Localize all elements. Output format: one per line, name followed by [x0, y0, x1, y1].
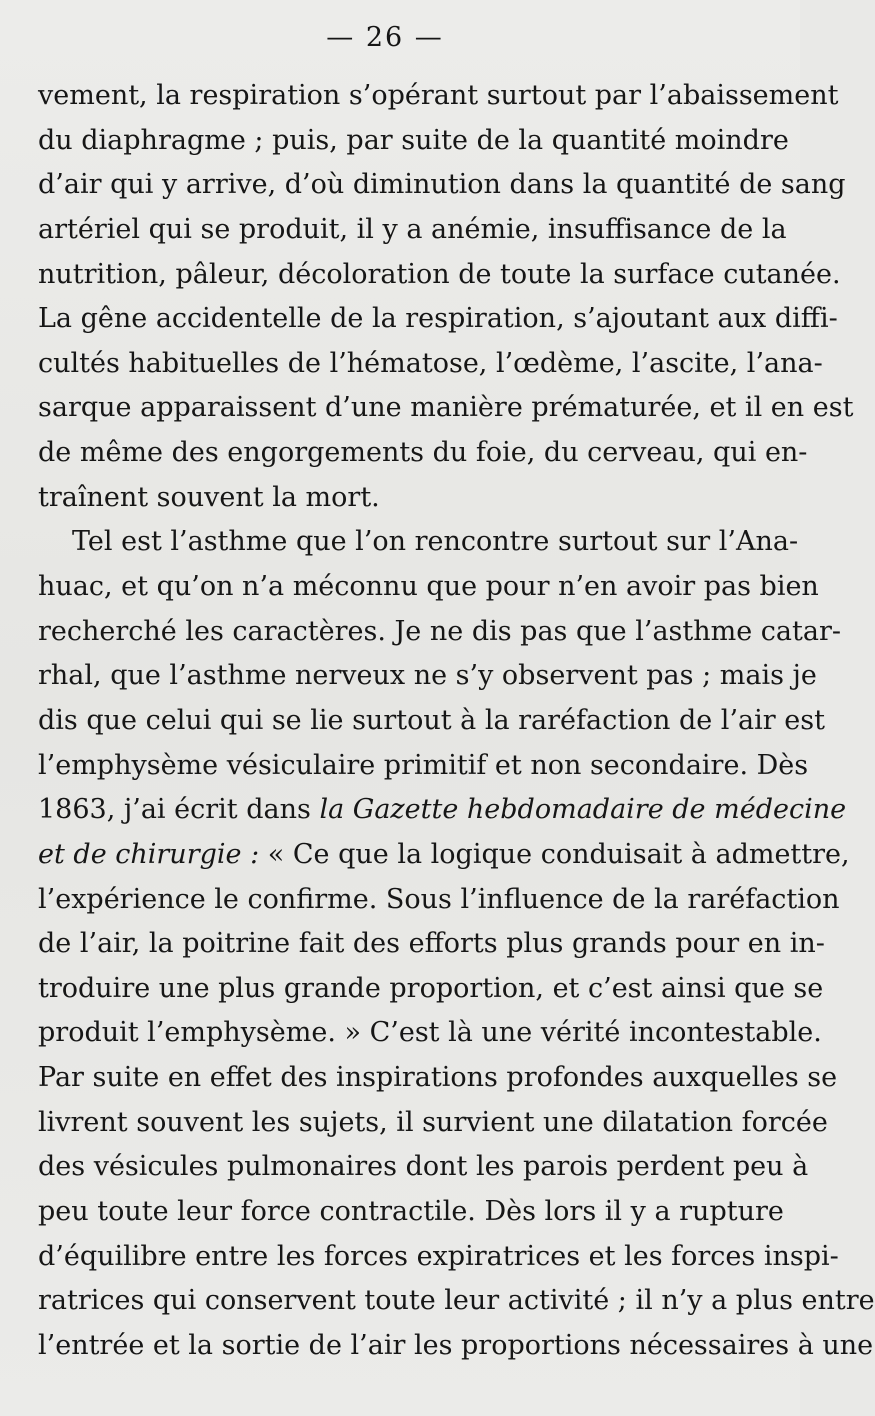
text-line: recherché les caractères. Je ne dis pas que l’asthme catar-	[38, 615, 841, 647]
text-line: l’expérience le confirme. Sous l’influence de la raréfaction	[38, 883, 840, 915]
text-line: de l’air, la poitrine fait des efforts plus grands pour en in-	[38, 928, 825, 960]
text-line: cultés habituelles de l’hématose, l’œdème, l’ascite, l’ana-	[38, 347, 823, 379]
text-line: livrent souvent les sujets, il survient une dilatation forcée	[38, 1106, 828, 1138]
text-line: dis que celui qui se lie surtout à la raréfaction de l’air est	[38, 704, 825, 736]
text-line: d’équilibre entre les forces expiratrices et les forces inspi-	[38, 1240, 839, 1272]
text-line: rhal, que l’asthme nerveux ne s’y observent pas ; mais je	[38, 660, 817, 692]
text-line: artériel qui se produit, il y a anémie, insuffisance de la	[38, 213, 787, 245]
text-line: vement, la respiration s’opérant surtout par l’abaissement	[38, 80, 839, 111]
text-line: produit l’emphysème. » C’est là une vérité incontestable.	[38, 1017, 822, 1049]
body-text	[38, 74, 875, 1369]
text-line: sarque apparaissent d’une manière prématurée, et il en est	[38, 392, 854, 424]
text-line: de même des engorgements du foie, du cerveau, qui en-	[38, 437, 808, 469]
journal-title-part-2: et de chirurgie :	[38, 838, 260, 870]
text-line: Par suite en effet des inspirations profondes auxquelles se	[38, 1062, 838, 1094]
text-line: du diaphragme ; puis, par suite de la quantité moindre	[38, 124, 789, 156]
quotation-start: « Ce que la logique conduisait à admettre,	[267, 838, 850, 870]
page-number: — 26 —	[326, 22, 444, 53]
text-line: l’emphysème vésiculaire primitif et non secondaire. Dès	[38, 749, 809, 781]
text-line: ratrices qui conservent toute leur activité ; il n’y a plus entre	[38, 1285, 875, 1317]
text-line: troduire une plus grande proportion, et c’est ainsi que se	[38, 972, 824, 1004]
text-line: l’entrée et la sortie de l’air les proportions nécessaires à une	[38, 1329, 874, 1361]
text-line: d’air qui y arrive, d’où diminution dans la quantité de sang	[38, 169, 846, 201]
journal-title-part-1: la Gazette hebdomadaire de médecine	[319, 794, 847, 826]
text-line: des vésicules pulmonaires dont les parois perdent peu à	[38, 1151, 809, 1183]
text-line-citation	[38, 833, 850, 878]
text-line: huac, et qu’on n’a méconnu que pour n’en avoir pas bien	[38, 571, 819, 603]
paragraph-start-line: Tel est l’asthme que l’on rencontre surtout sur l’Ana-	[72, 526, 799, 558]
text-line-citation	[38, 788, 847, 833]
paragraph-end-line: traînent souvent la mort.	[38, 481, 380, 513]
citation-intro: 1863, j’ai écrit dans	[38, 794, 311, 826]
text-line: peu toute leur force contractile. Dès lors il y a rupture	[38, 1196, 784, 1228]
text-line: nutrition, pâleur, décoloration de toute la surface cutanée.	[38, 258, 841, 290]
text-line: La gêne accidentelle de la respiration, s’ajoutant aux diffi-	[38, 303, 838, 335]
